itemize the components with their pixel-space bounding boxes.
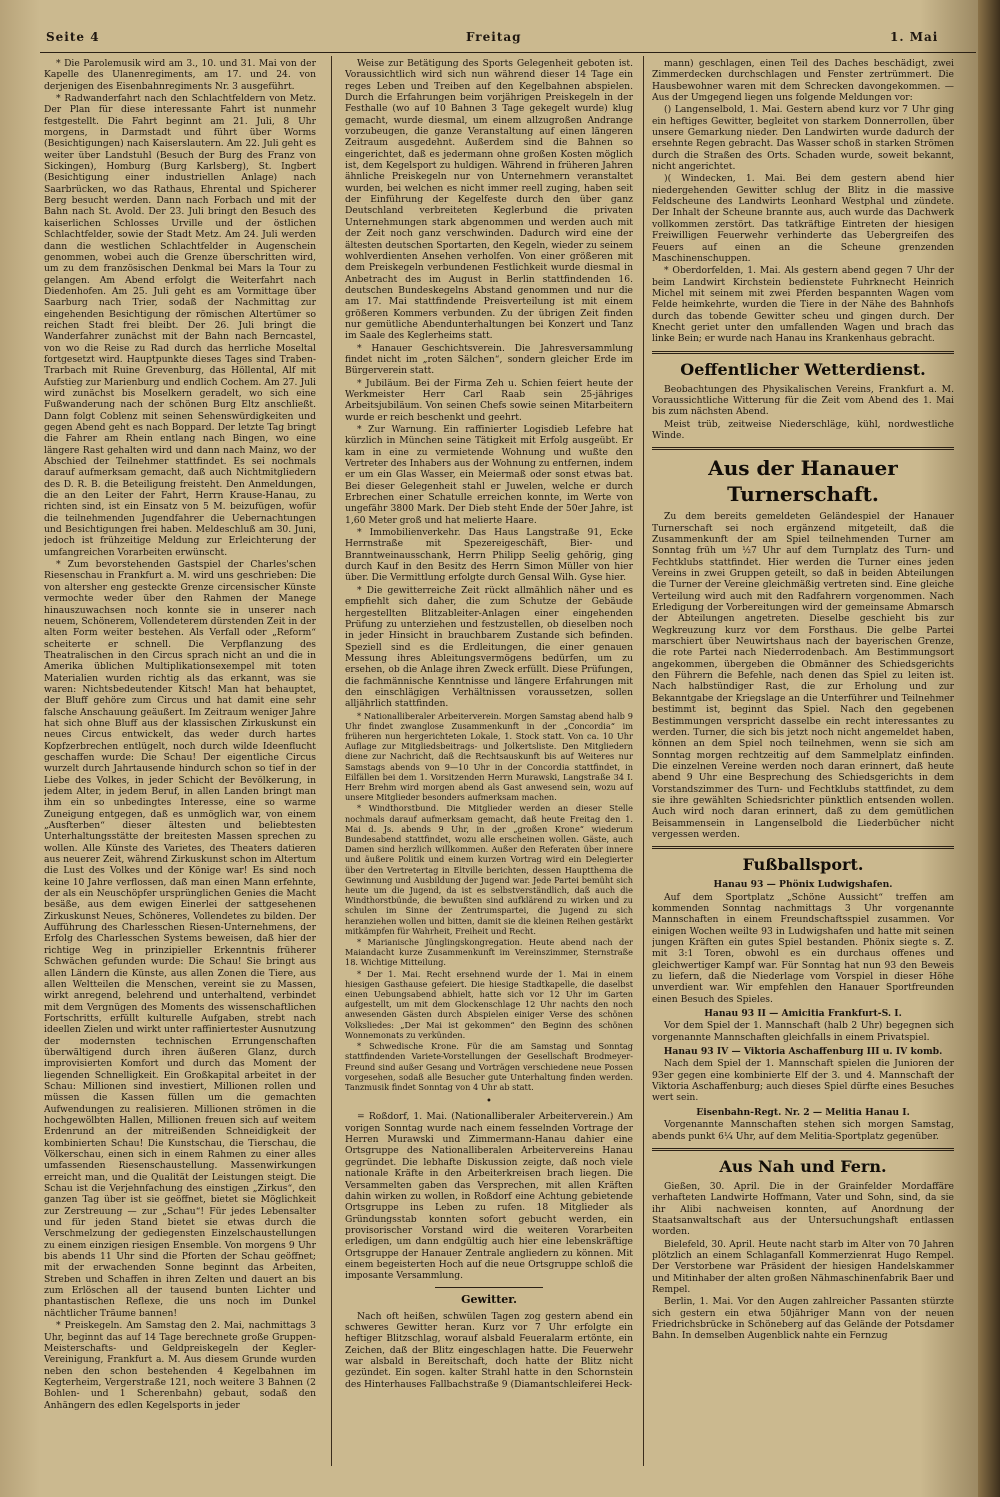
match-title: Hanau 93 IV — Viktoria Aschaffenburg III u. IV komb. xyxy=(663,1046,943,1058)
section-rule xyxy=(652,447,954,450)
article-langenselbold: () Langenselbold, 1. Mai. Gestern abend kurz vor 7 Uhr ging ein heftiges Gewitter, begleitet von starkem Donnerrollen, über unsere Gemarkung nieder. Den Landwirten wurde dadurch der ersehnte Regen gebracht. Das Wasser schoß in starken Strömen durch die Straßen des Orts. Schaden wurde, soweit bekannt, nicht angerichtet. xyxy=(652,104,954,173)
article-schwedische-krone: * Schwedische Krone. Für die am Samstag und Sonntag stattfindenden Variete-Vorstellungen der Gesellschaft Brodmeyer-Freund sind außer Gesang und Vorträgen verschiedene neue Possen vorgesehen, sodaß alle Besucher gute Unterhaltung finden werden. Tanzmusik findet Sonntag von 4 Uhr ab statt. xyxy=(345,1041,633,1092)
article-geschichtsverein: * Hanauer Geschichtsverein. Die Jahresversammlung findet nicht im „roten Sälchen“, sondern gleicher Erde im Bürgerverein statt. xyxy=(345,342,633,377)
column-3 xyxy=(652,58,954,1478)
header-date: 1. Mai xyxy=(890,30,939,44)
column-1 xyxy=(44,58,316,1438)
header-day: Freitag xyxy=(466,30,522,44)
column-2 xyxy=(345,58,633,1478)
column-divider xyxy=(643,56,644,1466)
header-rule xyxy=(40,52,976,53)
heading-fussballsport: Fußballsport. xyxy=(742,855,864,875)
article-oberdorfelden: * Oberdorfelden, 1. Mai. Als gestern abend gegen 7 Uhr der beim Landwirt Kirchstein bedienstete Fuhrknecht Heinrich Michel mit seinem mit zwei Pferden bespannten Wagen vom Felde heimkehrte, wurden die Tiere in der Nähe des Bahnhofs durch das tobende Gewitter scheu und gingen durch. Der Knecht geriet unter den umfallenden Wagen und brach das linke Bein; er wurde nach Hanau ins Krankenhaus gebracht. xyxy=(652,265,954,345)
article-turnerschaft: Zu dem bereits gemeldeten Geländespiel der Hanauer Turnerschaft sei noch ergänzend mitgeteilt, daß die Zusammenkunft der am Spiel teilnehmenden Turner am Sonntag früh um ½7 Uhr auf dem Turnplatz des Turn- und Fechtklubs stattfindet. Hier werden die Turner eines jeden Vereins in zwei Gruppen geteilt, so daß in beiden Abteilungen die Turner der Vereine gleichmäßig vertreten sind. Eine gleiche Verteilung wird auch mit den Radfahrern vorgenommen. Nach Erledigung der Vorbereitungen wird der gemeinsame Abmarsch der Abteilungen angetreten. Dieselbe geschieht bis zur Wegkreuzung kurz vor dem Forsthaus. Die gelbe Partei marschiert über Neuwirtshaus nach der bayerischen Grenze, die rote Partei nach Niederrodenbach. Am Bestimmungsort angekommen, übergeben die Obmänner des Schiedsgerichts den Führern die Befehle, nach denen das Spiel zu leiten ist. Nach halbstündiger Rast, die zur Erholung und zur Bekanntgabe der Kriegslage an die Unterführer und Teilnehmer bestimmt ist, beginnt das Spiel. Nach den gegebenen Bestimmungen verspricht dasselbe ein recht interessantes zu werden. Turner, die sich bis jetzt noch nicht angemeldet haben, können an dem Spiel noch teilnehmen, wenn sie sich am Sonntag morgen rechtzeitig auf dem Sammelplatz einfinden. Die einzelnen Vereine werden noch daran erinnert, daß heute abend 9 Uhr eine Besprechung des Schiedsgerichts in dem Vorstandszimmer des Turn- und Fechtklubs stattfindet, zu dem sie ihre gewählten Schiedsrichter pünktlich entsenden wollen. Auch wird noch daran erinnert, daß zu dem gemütlichen Beisammensein in Langenselbold die Liederbücher nicht vergessen werden. xyxy=(652,511,954,840)
article-berlin: Berlin, 1. Mai. Vor den Augen zahlreicher Passanten stürzte sich gestern ein etwa 50jähriger Mann von der neuen Friedrichsbrücke in Schöneberg auf das Gelände der Potsdamer Bahn. In demselben Augenblick nahte ein Fernzug xyxy=(652,1296,954,1342)
match-title: Hanau 93 — Phönix Ludwigshafen. xyxy=(713,879,893,891)
match-report: Auf dem Sportplatz „Schöne Aussicht“ treffen am kommenden Sonntag nachmittags 3 Uhr vorgenannte Mannschaften in einem Freundschaftsspiel zusammen. Vor einigen Wochen weilte 93 in Ludwigshafen und hatte mit seinen jungen Kräften ein gutes Spiel bestanden. Phönix siegte s. Z. mit 3:1 Toren, obwohl es ein durchaus offenes und gleichwertiger Kampf war. Für Sonntag hat nun 93 den Beweis zu liefern, daß die Niederlage vom Vorspiel in dieser Höhe unverdient war. Wir empfehlen den Hanauer Sportfreunden einen Besuch des Spieles. xyxy=(652,891,954,1005)
article-erster-mai: * Der 1. Mai. Recht ersehnend wurde der 1. Mai in einem hiesigen Gasthause gefeiert. Die hiesige Stadtkapelle, die daselbst einen Uebungsabend abhielt, hatte sich vor 12 Uhr im Garten aufgestellt, um mit dem Glockenschlage 12 Uhr nachts den noch anwesenden Gästen durch Abspielen einiger Verse des schönen Volksliedes: „Der Mai ist gekommen“ den Beginn des schönen Wonnemonats zu verkünden. xyxy=(345,968,633,1040)
column-divider xyxy=(331,56,332,1466)
article-radwanderfahrt: * Radwanderfahrt nach den Schlachtfeldern von Metz. Der Plan für diese interessante Fahrt ist nunmehr festgestellt. Die Fahrt beginnt am 21. Juli, 8 Uhr morgens, in Darmstadt und führt über Worms (Besichtigungen) nach Kaiserslautern. Am 22. Juli geht es weiter über Landstuhl (Besuch der Burg des Franz von Sickingen), Homburg (Burg Karlsberg), St. Ingbert (Besichtigung einer industriellen Anlage) nach Saarbrücken, wo das Rathaus, Ehrental und Spicherer Berg besucht werden. Dann nach Forbach und mit der Bahn nach St. Avold. Der 23. Juli bringt den Besuch des kaiserlichen Schlosses Urville und der östlichen Schlachtfelder, sowie der Stadt Metz. Am 24. Juli werden dann die westlichen Schlachtfelder in Augenschein genommen, wobei auch die Grenze überschritten wird, um zu dem französischen Denkmal bei Mars la Tour zu gelangen. Am Abend erfolgt die Weiterfahrt nach Diedenhofen. Am 25. Juli geht es am Vormittage über Saarburg nach Trier, sodaß der Nachmittag zur eingehenden Besichtigung der römischen Altertümer so reichen Stadt frei bleibt. Der 26. Juli bringt die Wanderfahrer zunächst mit der Bahn nach Berncastel, von wo die Reise zu Rad durch das herrliche Moseltal fortgesetzt wird. Hauptpunkte dieses Tages sind Traben-Trarbach mit Ruine Grevenburg, das Höllental, Alf mit Aufstieg zur Marienburg und endlich Cochem. Am 27. Juli wird zunächst bis Moselkern geradelt, wo sich eine Fußwanderung nach der schönen Burg Eltz anschließt. Dann folgt Coblenz mit seinen Sehenswürdigkeiten und gegen Abend geht es nach Boppard. Der letzte Tag bringt die Fahrer am Rhein entlang nach Bingen, wo eine längere Rast gehalten wird und dann nach Mainz, wo der Abschied der Teilnehmer stattfindet. Es sei nochmals darauf aufmerksam gemacht, daß auch Nichtmitgliedern des D. R. B. die Beteiligung freisteht. Den Anmeldungen, die an den Leiter der Fahrt, Herrn Krause-Hanau, zu richten sind, ist ein Einsatz von 5 M. beizufügen, wofür die teilnehmenden Jugendfahrer die Uebernachtungen und Besichtigungen frei haben. Meldeschluß am 30. Juni, jedoch ist frühzeitige Meldung zur Erleichterung der umfangreichen Vorarbeiten erwünscht. xyxy=(44,93,316,558)
match-title: Hanau 93 II — Amicitia Frankfurt-S. I. xyxy=(704,1008,902,1020)
article-preiskegeln: * Preiskegeln. Am Samstag den 2. Mai, nachmittags 3 Uhr, beginnt das auf 14 Tage berechnete große Gruppen-Meisterschafts- und Geldpreiskegeln der Kegler-Vereinigung, Frankfurt a. M. Aus diesem Grunde wurden neben den schon bestehenden 4 Kegelbahnen im Kegterheim, Vergerstraße 121, noch weitere 3 Bahnen (2 Bohlen- und 1 Scherenbahn) gebaut, sodaß den Anhängern des edlen Kegelsports in jeder xyxy=(44,1320,316,1411)
section-rule xyxy=(652,846,954,849)
article-nationalliberal: * Nationalliberaler Arbeiterverein. Morgen Samstag abend halb 9 Uhr findet zwanglose Zusammenkunft in der „Concordia“ im früheren nun hergerichteten Lokale, 1. Stock statt. Von ca. 10 Uhr Auflage zur Mitgliedsbeitrags- und Jolkertsliste. Den Mitgliedern diene zur Nachricht, daß die Rechtsauskunft bis auf Weiteres nur Samstags abends von 9—10 Uhr in der Concordia stattfindet, in Eilfällen bei dem 1. Vorsitzenden Herrn Murawski, Langstraße 34 I. Herr Brehm wird morgen abend als Gast anwesend sein, wozu auf unsere Mitglieder besonders aufmerksam machen. xyxy=(345,710,633,803)
article-kegeln-cont: Weise zur Betätigung des Sports Gelegenheit geboten ist. Voraussichtlich wird sich nun während dieser 14 Tage ein reges Leben und Treiben auf den Kegelbahnen abspielen. Durch die Erfahrungen beim vorjährigen Preiskegeln in der Festhalle (wo auf 10 Bahnen 3 Tage gekegelt wurde) klug gemacht, wurde diesmal, um einem allzugroßen Andrange vorzubeugen, die ganze Veranstaltung auf einen längeren Zeitraum ausgedehnt. Außerdem sind die Bahnen so eingerichtet, daß es jedermann ohne großen Kosten möglich ist, dem Kegelsport zu huldigen. Während in früheren Jahren ähnliche Preiskegeln nur von Unternehmern veranstaltet wurden, bei welchen es nicht immer reell zuging, haben seit der Einführung der Kegelfeste durch den über ganz Deutschland verbreiteten Keglerbund die privaten Unternehmungen stark abgenommen und werden auch mit der Zeit noch ganz verschwinden. Dadurch wird eine der ältesten deutschen Sportarten, den Kegeln, wieder zu seinem wohlverdienten Ansehen verholfen. Von einer größeren mit dem Preiskegeln verbundenen Festlichkeit wurde diesmal in Anbetracht des im August in Berlin stattfindenden 16. deutschen Bundeskegelns Abstand genommen und nur die am 17. Mai stattfindende Preisverteilung ist mit einem größeren Kommers verbunden. Zu der übrigen Zeit finden nur gemütliche Abendunterhaltungen bei Konzert und Tanz im Saale des Keglerheims statt. xyxy=(345,58,633,342)
heading-wetterdienst: Oeffentlicher Wetterdienst. xyxy=(680,359,926,379)
wetter-forecast: Meist trüb, zeitweise Niederschläge, kühl, nordwestliche Winde. xyxy=(652,418,954,441)
article-immobilien: * Immobilienverkehr. Das Haus Langstraße 91, Ecke Herrnstraße mit Spezereigeschäft, Bier- und Branntweinausschank, Herrn Philipp Seelig gehörig, ging durch Kauf in den Besitz des Herrn Simon Müller von hier über. Die Vermittlung erfolgte durch Gensal Wilh. Gyse hier. xyxy=(345,527,633,584)
article-bielefeld: Bielefeld, 30. April. Heute nacht starb im Alter von 70 Jahren plötzlich an einem Schlaganfall Kommerzienrat Hugo Rempel. Der Verstorbene war Präsident der hiesigen Handelskammer und Mitinhaber der alten großen Nähmaschinenfabrik Baer und Rempel. xyxy=(652,1238,954,1295)
article-jubilaeum: * Jubiläum. Bei der Firma Zeh u. Schien feiert heute der Werkmeister Herr Carl Raab sein 25-jähriges Arbeitsjubiläum. Von seinen Chefs sowie seinen Mitarbeitern wurde er reich beschenkt und geehrt. xyxy=(345,377,633,423)
section-rule xyxy=(652,351,954,354)
wetter-intro: Beobachtungen des Physikalischen Vereins, Frankfurt a. M. Voraussichtliche Witterung für die Zeit vom Abend des 1. Mai bis zum nächsten Abend. xyxy=(652,383,954,418)
match-report: Vor dem Spiel der 1. Mannschaft (halb 2 Uhr) begegnen sich vorgenannte Mannschaften gleichfalls in einem Privatspiel. xyxy=(652,1020,954,1043)
article-gewitter-cont: mann) geschlagen, einen Teil des Daches beschädigt, zwei Zimmerdecken durchschlagen und Fenster zertrümmert. Die Hausbewohner waren mit dem Schrecken davongekommen. — Aus der Umgegend liegen uns folgende Meldungen vor: xyxy=(652,58,954,104)
match-title: Eisenbahn-Regt. Nr. 2 — Melitia Hanau I. xyxy=(696,1106,910,1118)
heading-gewitter: Gewitter. xyxy=(461,1292,517,1306)
article-gewitterreiche-zeit: * Die gewitterreiche Zeit rückt allmählich näher und es empfiehlt sich daher, die zum Schutze der Gebäude hergestellten Blitzableiter-Anlagen einer eingehenden Prüfung zu unterziehen und festzustellen, ob dieselben noch in jeder Hinsicht in brauchbarem Zustande sich befinden. Speziell sind es die Erdleitungen, die einer genauen Messung ihres Ableitungsvermögens bedürfen, um zu ersehen, ob die Anlage ihren Zweck erfüllt. Diese Prüfungen, die fachmännische Kenntnisse und längere Erfahrungen mit den einschlägigen Verhältnissen voraussetzen, sollen alljährlich stattfinden. xyxy=(345,584,633,710)
match-report: Vorgenannte Mannschaften stehen sich morgen Samstag, abends punkt 6¼ Uhr, auf dem Melitia-Sportplatz gegenüber. xyxy=(652,1119,954,1142)
match-report: Nach dem Spiel der 1. Mannschaft spielen die Junioren der 93er gegen eine kombinierte Elf der 3. und 4. Mannschaft der Viktoria Aschaffenburg; auch dieses Spiel dürfte eines Besuches wert sein. xyxy=(652,1058,954,1104)
article-giessen: Gießen, 30. April. Die in der Grainfelder Mordaffäre verhafteten Landwirte Hoffmann, Vater und Sohn, sind, da sie ihr Alibi nachweisen konnten, auf Anordnung der Staatsanwaltschaft aus der Untersuchungshaft entlassen worden. xyxy=(652,1180,954,1238)
section-rule xyxy=(652,1148,954,1151)
article-gewitter: Nach oft heißen, schwülen Tagen zog gestern abend ein schweres Gewitter heran. Kurz vor 7 Uhr erfolgte ein heftiger Blitzschlag, worauf alsbald Feueralarm ertönte, ein Zeichen, daß der Blitz eingeschlagen hatte. Die Feuerwehr war alsbald in Bereitschaft, doch hatte der Blitz nicht gezündet. Ein sogen. kalter Strahl hatte in den Schornstein des Hinterhauses Fallbachstraße 9 (Diamantschleiferei Heck- xyxy=(345,1310,633,1390)
separator-bullet: • xyxy=(486,1096,492,1108)
article-gastspiel: * Zum bevorstehenden Gastspiel der Charles'schen Riesenschau in Frankfurt a. M. wird uns geschrieben: Die von altersher eng gesteckte Grenze circensischer Künste vermochte weder über den Rahmen der Manege hinauszuwachsen noch konnte sie in unserer nach neuem, Schönerem, Vollendeterem dürstenden Zeit in der alten Form weiter bestehen. Als Verfall oder „Reform“ scheiterte er schnell. Die Verpflanzung des Theatralischen in den Circus sprach nicht an und die in Amerika üblichen Multiplikationsexempel mit toten Materialien wurden richtig als das erkannt, was sie waren: Nichtsbedeutender Kitsch! Man hat behauptet, der Bluff gehöre zum Circus und hat damit eine sehr falsche Anschauung geäußert. Im Zeitraum weniger Jahre hat sich ohne Bluff aus der klassischen Zirkuskunst ein neues Circus entwickelt, das weder durch hartes Kopfzerbrechen entlügelt, noch durch wilde Ideenflucht geschaffen wurde: Die Schau! Der eigentliche Circus wurzelt durch Jahrtausende hindurch schon so tief in der Liebe des Volkes, in jeder Schicht der Bevölkerung, in jedem Alter, in jedem Beruf, in allen Landen bringt man ihm ein so unbedingtes Interesse, eine so warme Zuneigung entgegen, daß es unmöglich war, von einem „Ausfterben“ dieser ältesten und beliebtesten Unterhaltungsstätte der breitesten Massen sprechen zu wollen. Alle Künste des Varietes, des Theaters datieren aus neuerer Zeit, während Zirkuskunst schon im Altertum die Lust des Volkes und der Könige war! Es sind noch keine 10 Jahre verflossen, daß man einen Mann erfehnte, der als ein Neuschöpfer ursprünglichen Genies die Macht besäße, aus dem ewigen Einerlei der sattgesehenen Zirkuskunst Neues, Schöneres, Vollendetes zu bilden. Der Aufführung des Charlesschen Riesen-Unternehmens, der Erfolg des Charlesschen Systems beweisen, daß hier der richtige Weg in prinzipieller Erkenntnis früherer Schwächen gefunden wurde: Die Schau! Sie bringt aus allen Ländern die Künste, aus allen Zonen die Tiere, aus allen Weltteilen die Menschen, vereint sie zu Massen, wirkt anregend, belehrend und unterhaltend, verbindet mit dem Vergnügen des Moments des wissenschaftlichen Fortschritts, erfüllt kulturelle Aufgaben, strebt nach ideellen Zielen und wirkt unter raffiniertester Ausnutzung der modernsten technischen Errungenschaften überwältigend durch ihren äußeren Glanz, durch improvisierten Komfort und durch das Moment der liegenden Schnelligkeit. Ein Großkapital arbeitet in der Schau: Millionen sind investiert, Millionen rollen und müssen die Kassen füllen um die gemachten Aufwendungen zu realisieren. Millionen strömen in die hochgewölbten Hallen, Millionen freuen sich auf weitem Erdenrund an der mitreißenden Schneidigkeit der kombinierten Schau! Die Kunstschau, die Tierschau, die Völkerschau, einen sich in einem Rahmen zu einer alles umfassenden Riesenschaustellung. Massenwirkungen erreicht man, und die Qualität der Leistungen steigt. Die Schau ist die Verjehnfachung des einstigen „Zirkus“, den ganzen Tag über ist sie geöffnet, bietet sie Möglichkeit zur Zerstreuung — zur „Schau“! Für jedes Lebensalter und für jeden Stand bietet sie etwas durch die Verschmelzung der gediegensten Einzelschaustellungen zu einem einzigen riesigen Ensemble. Von morgens 9 Uhr bis abends 11 Uhr sind die Pforten der Schau geöffnet; mit der erwachenden Sonne beginnt das Arbeiten, Streben und Schaffen in ihren Zelten und dauert an bis zum Erlöschen all der tausend bunten Lichter und phantastischen Reflexe, die uns noch im Dunkel nächtlicher Träume bannen! xyxy=(44,559,316,1319)
section-rule xyxy=(435,1287,543,1288)
article-warnung: * Zur Warnung. Ein raffinierter Logisdieb Lefebre hat kürzlich in München seine Tätigkeit mit Erfolg ausgeübt. Er kam in eine zu vermietende Wohnung und wußte den Vertreter des Inhabers aus der Wohnung zu entfernen, indem er um ein Glas Wasser, ein Meiermaß oder sonst etwas bat. Bei dieser Gelegenheit stahl er Juwelen, welche er durch Erbrechen einer Schatulle erreichen konnte, im Werte von ungefähr 3800 Mark. Der Dieb steht Ende der 50er Jahre, ist 1,60 Meter groß und hat melierte Haare. xyxy=(345,424,633,526)
article-windthorstbund: * Windthorstbund. Die Mitglieder werden an dieser Stelle nochmals darauf aufmerksam gemacht, daß heute Freitag den 1. Mai d. Js. abends 9 Uhr, in der „großen Krone“ wiederum Bundesabend stattfindet, wozu alle erscheinen wollen. Gäste, auch Damen sind herzlich willkommen. Außer den Referaten über innere und äußere Politik und einem kurzen Vortrag wird ein Delegierter über den Vertretertag in Eltville berichten, dessen Hauptthema die Gewinnung und Ausbildung der Jugend war. Jede Partei bemüht sich heute um die Jugend, da ist es selbstverständlich, daß auch die Windthorstbünde, die bewußten sind aufklärend zu wirken und zu schulen im Sinne der Zentrumspartei, die Jugend zu sich heranziehen wollen und bitten, damit sie die kleinen Reihen gestärkt mitkämpfen für Wahrheit, Freiheit und Recht. xyxy=(345,803,633,936)
article-windecken: )( Windecken, 1. Mai. Bei dem gestern abend hier niedergehenden Gewitter schlug der Blitz in die massive Feldscheune des Landwirts Leonhard Westphal und zündete. Der Inhalt der Scheune brannte aus, auch wurde das Dachwerk vollkommen zerstört. Das tatkräftige Eintreten der hiesigen Freiwilligen Feuerwehr verhinderte das Uebergreifen des Feuers auf einen an die Scheune grenzenden Maschinenschuppen. xyxy=(652,173,954,264)
article-parolemusik: * Die Parolemusik wird am 3., 10. und 31. Mai von der Kapelle des Ulanenregiments, am 17. und 24. von derjenigen des Eisenbahnregiments Nr. 3 ausgeführt. xyxy=(44,58,316,92)
page-number: Seite 4 xyxy=(46,30,100,44)
article-rossdorf: = Roßdorf, 1. Mai. (Nationalliberaler Arbeiterverein.) Am vorigen Sonntag wurde nach einem fesselnden Vortrage der Herren Murawski und Zimmermann-Hanau dahier eine Ortsgruppe des Nationalliberalen Arbeitervereins Hanau gegründet. Die lebhafte Diskussion zeigte, daß noch viele nationale Kräfte in den Arbeiterkreisen brach liegen. Die Versammelten gaben das Versprechen, mit allen Kräften dahin wirken zu wollen, in Roßdorf eine Achtung gebietende Ortsgruppe ins Leben zu rufen. 18 Mitglieder als Gründungsstab konnten sofort gebucht werden, ein provisorischer Vorstand wird die weiteren Vorarbeiten erledigen, um dann endgültig auch hier eine lebenskräftige Ortsgruppe der Hanauer Zentrale angliedern zu können. Mit einem begeisterten Hoch auf die neue Ortsgruppe schloß die imposante Versammlung. xyxy=(345,1111,633,1282)
article-marianisch: * Marianische Jünglingskongregation. Heute abend nach der Maiandacht kurze Zusammenkunft im Vereinszimmer, Sternstraße 18. Wichtige Mitteilung. xyxy=(345,937,633,968)
heading-turnerschaft: Aus der Hanauer Turnerschaft. xyxy=(708,456,898,507)
heading-nah-und-fern: Aus Nah und Fern. xyxy=(719,1156,887,1176)
page-edge xyxy=(978,0,1000,1497)
